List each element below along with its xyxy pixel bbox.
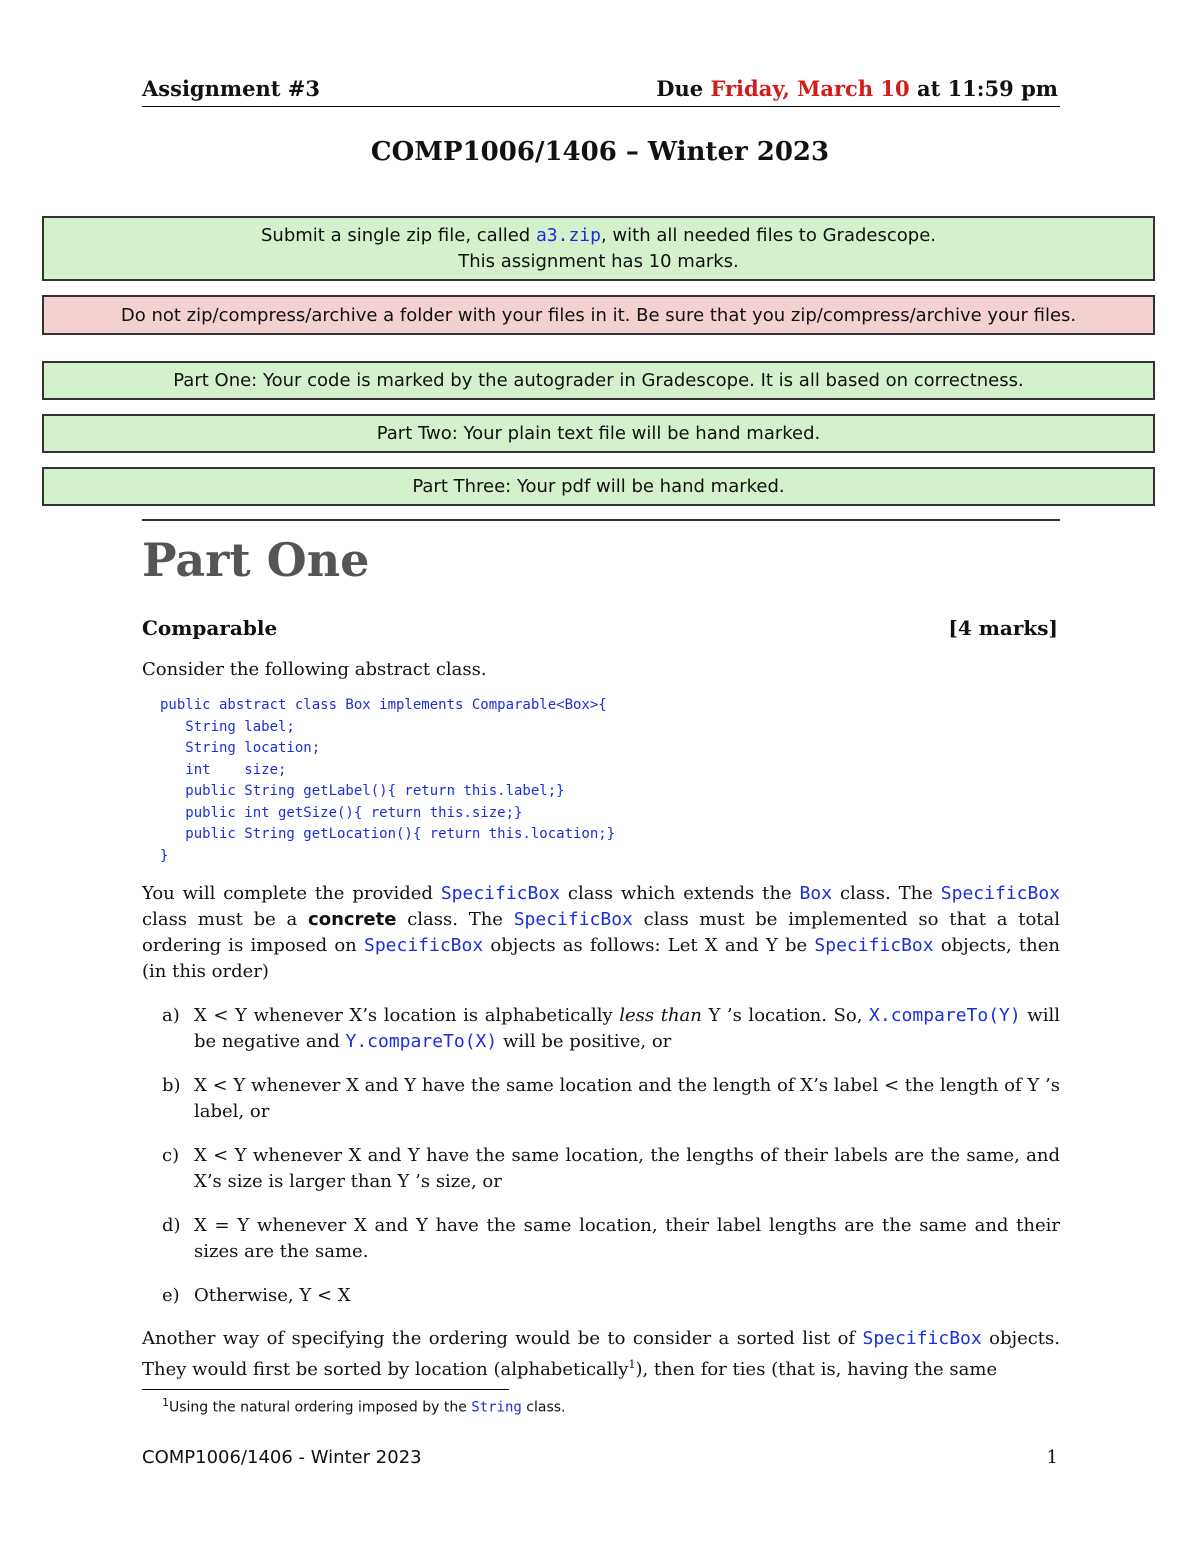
warning-text: Do not zip/compress/archive a folder with your files in it. Be sure that you zip/compress/archive your files. bbox=[120, 304, 1077, 326]
code-ref: SpecificBox bbox=[363, 935, 484, 956]
text: objects as follows: Let X and Y be bbox=[483, 935, 815, 956]
footnote bbox=[162, 1396, 566, 1416]
intro-text: Consider the following abstract class. bbox=[142, 659, 487, 680]
list-item-text: Otherwise, Y < X bbox=[194, 1285, 351, 1306]
text: ), then for ties (that is, having the same bbox=[635, 1359, 998, 1380]
ordering-paragraph bbox=[142, 1326, 1060, 1383]
code-ref: X.compareTo(Y) bbox=[869, 1005, 1021, 1026]
list-item-text: X < Y whenever X and Y have the same location and the length of X’s label < the length of Y ’s label, or bbox=[194, 1075, 1060, 1122]
part-one-box bbox=[42, 361, 1155, 400]
list-marker: c) bbox=[162, 1145, 180, 1166]
due-date-label bbox=[656, 76, 1058, 101]
marks-line: This assignment has 10 marks. bbox=[458, 250, 739, 272]
footer-course: COMP1006/1406 - Winter 2023 bbox=[142, 1447, 422, 1468]
footnote-number: 1 bbox=[162, 1396, 169, 1409]
part-three-box bbox=[42, 467, 1155, 506]
text: objects, then (in this order) bbox=[142, 935, 1060, 982]
code-ref: SpecificBox bbox=[440, 883, 561, 904]
submit-instructions-box bbox=[42, 216, 1155, 281]
code-line: public int getSize(){ return this.size;} bbox=[160, 804, 523, 821]
text: X < Y whenever X’s location is alphabetically bbox=[194, 1005, 620, 1026]
submit-line bbox=[44, 223, 1153, 249]
code-ref: Box bbox=[799, 883, 833, 904]
text: class. The bbox=[832, 883, 941, 904]
list-marker: b) bbox=[162, 1075, 181, 1096]
due-prefix: Due bbox=[656, 76, 711, 101]
part-two-box bbox=[42, 414, 1155, 453]
marks-value: [4 marks] bbox=[948, 616, 1058, 640]
due-date: Friday, March 10 bbox=[710, 76, 910, 101]
code-ref: SpecificBox bbox=[940, 883, 1061, 904]
list-marker: d) bbox=[162, 1215, 181, 1236]
footnote-divider bbox=[142, 1389, 509, 1390]
warning-box bbox=[42, 295, 1155, 335]
list-item bbox=[162, 1003, 1060, 1055]
text: Using the natural ordering imposed by the bbox=[169, 1399, 472, 1416]
text: Y ’s location. So, bbox=[701, 1005, 870, 1026]
page-number: 1 bbox=[1046, 1447, 1058, 1468]
section-divider bbox=[142, 519, 1060, 521]
list-item-text: X < Y whenever X and Y have the same location, the lengths of their labels are the same, and X’s size is larger than Y ’s size, or bbox=[194, 1145, 1060, 1192]
list-item-text bbox=[194, 1003, 1060, 1055]
header-divider bbox=[142, 106, 1060, 107]
text: objects. They would first be sorted by location (alphabetically bbox=[142, 1328, 1060, 1380]
course-title: COMP1006/1406 – Winter 2023 bbox=[370, 137, 830, 167]
text: class must be implemented so that a total ordering is imposed on bbox=[142, 909, 1061, 956]
list-marker: a) bbox=[162, 1005, 180, 1026]
part-two-text: Part Two: Your plain text file will be hand marked. bbox=[376, 423, 821, 444]
text: class which extends the bbox=[560, 883, 800, 904]
emphasis: less than bbox=[619, 1005, 702, 1026]
code-block bbox=[160, 695, 615, 867]
code-ref: String bbox=[471, 1399, 522, 1416]
zip-filename: a3.zip bbox=[535, 224, 601, 246]
code-line: } bbox=[160, 847, 169, 864]
part-three-text: Part Three: Your pdf will be hand marked. bbox=[412, 476, 785, 497]
text: will be negative and bbox=[194, 1005, 1060, 1052]
section-heading: Part One bbox=[142, 533, 370, 587]
subsection-heading: Comparable bbox=[142, 616, 278, 640]
text: class. bbox=[521, 1399, 566, 1416]
text: Another way of specifying the ordering would be to consider a sorted list of bbox=[142, 1328, 863, 1349]
code-line: public abstract class Box implements Comparable<Box>{ bbox=[160, 697, 607, 713]
code-ref: SpecificBox bbox=[513, 909, 633, 930]
list-item-text: X = Y whenever X and Y have the same location, their label lengths are the same and their sizes are the same. bbox=[194, 1215, 1060, 1262]
list-item bbox=[162, 1143, 1060, 1195]
code-line: public String getLocation(){ return this.location;} bbox=[160, 826, 616, 842]
text: class. The bbox=[396, 909, 514, 930]
assignment-label: Assignment #3 bbox=[142, 76, 320, 101]
due-suffix: at 11:59 pm bbox=[909, 76, 1058, 101]
text: class must be a bbox=[142, 909, 309, 930]
code-line: String location; bbox=[160, 740, 321, 756]
code-line: String label; bbox=[160, 718, 295, 735]
submit-text-end: , with all needed files to Gradescope. bbox=[600, 224, 936, 246]
list-item bbox=[162, 1073, 1060, 1125]
list-item bbox=[162, 1283, 1060, 1309]
text: will be positive, or bbox=[497, 1031, 672, 1052]
emphasis: concrete bbox=[308, 909, 397, 930]
code-line: int size; bbox=[160, 761, 287, 778]
list-marker: e) bbox=[162, 1285, 180, 1306]
part-one-text: Part One: Your code is marked by the autograder in Gradescope. It is all based on correctness. bbox=[173, 370, 1024, 391]
code-ref: Y.compareTo(X) bbox=[345, 1031, 498, 1052]
code-ref: SpecificBox bbox=[814, 935, 934, 956]
description-paragraph bbox=[142, 881, 1060, 985]
footnote-ref[interactable]: 1 bbox=[628, 1358, 636, 1371]
code-ref: SpecificBox bbox=[862, 1328, 982, 1349]
submit-text: Submit a single zip file, called bbox=[261, 224, 536, 246]
list-item bbox=[162, 1213, 1060, 1265]
text: You will complete the provided bbox=[142, 883, 441, 904]
code-line: public String getLabel(){ return this.label;} bbox=[160, 783, 565, 799]
